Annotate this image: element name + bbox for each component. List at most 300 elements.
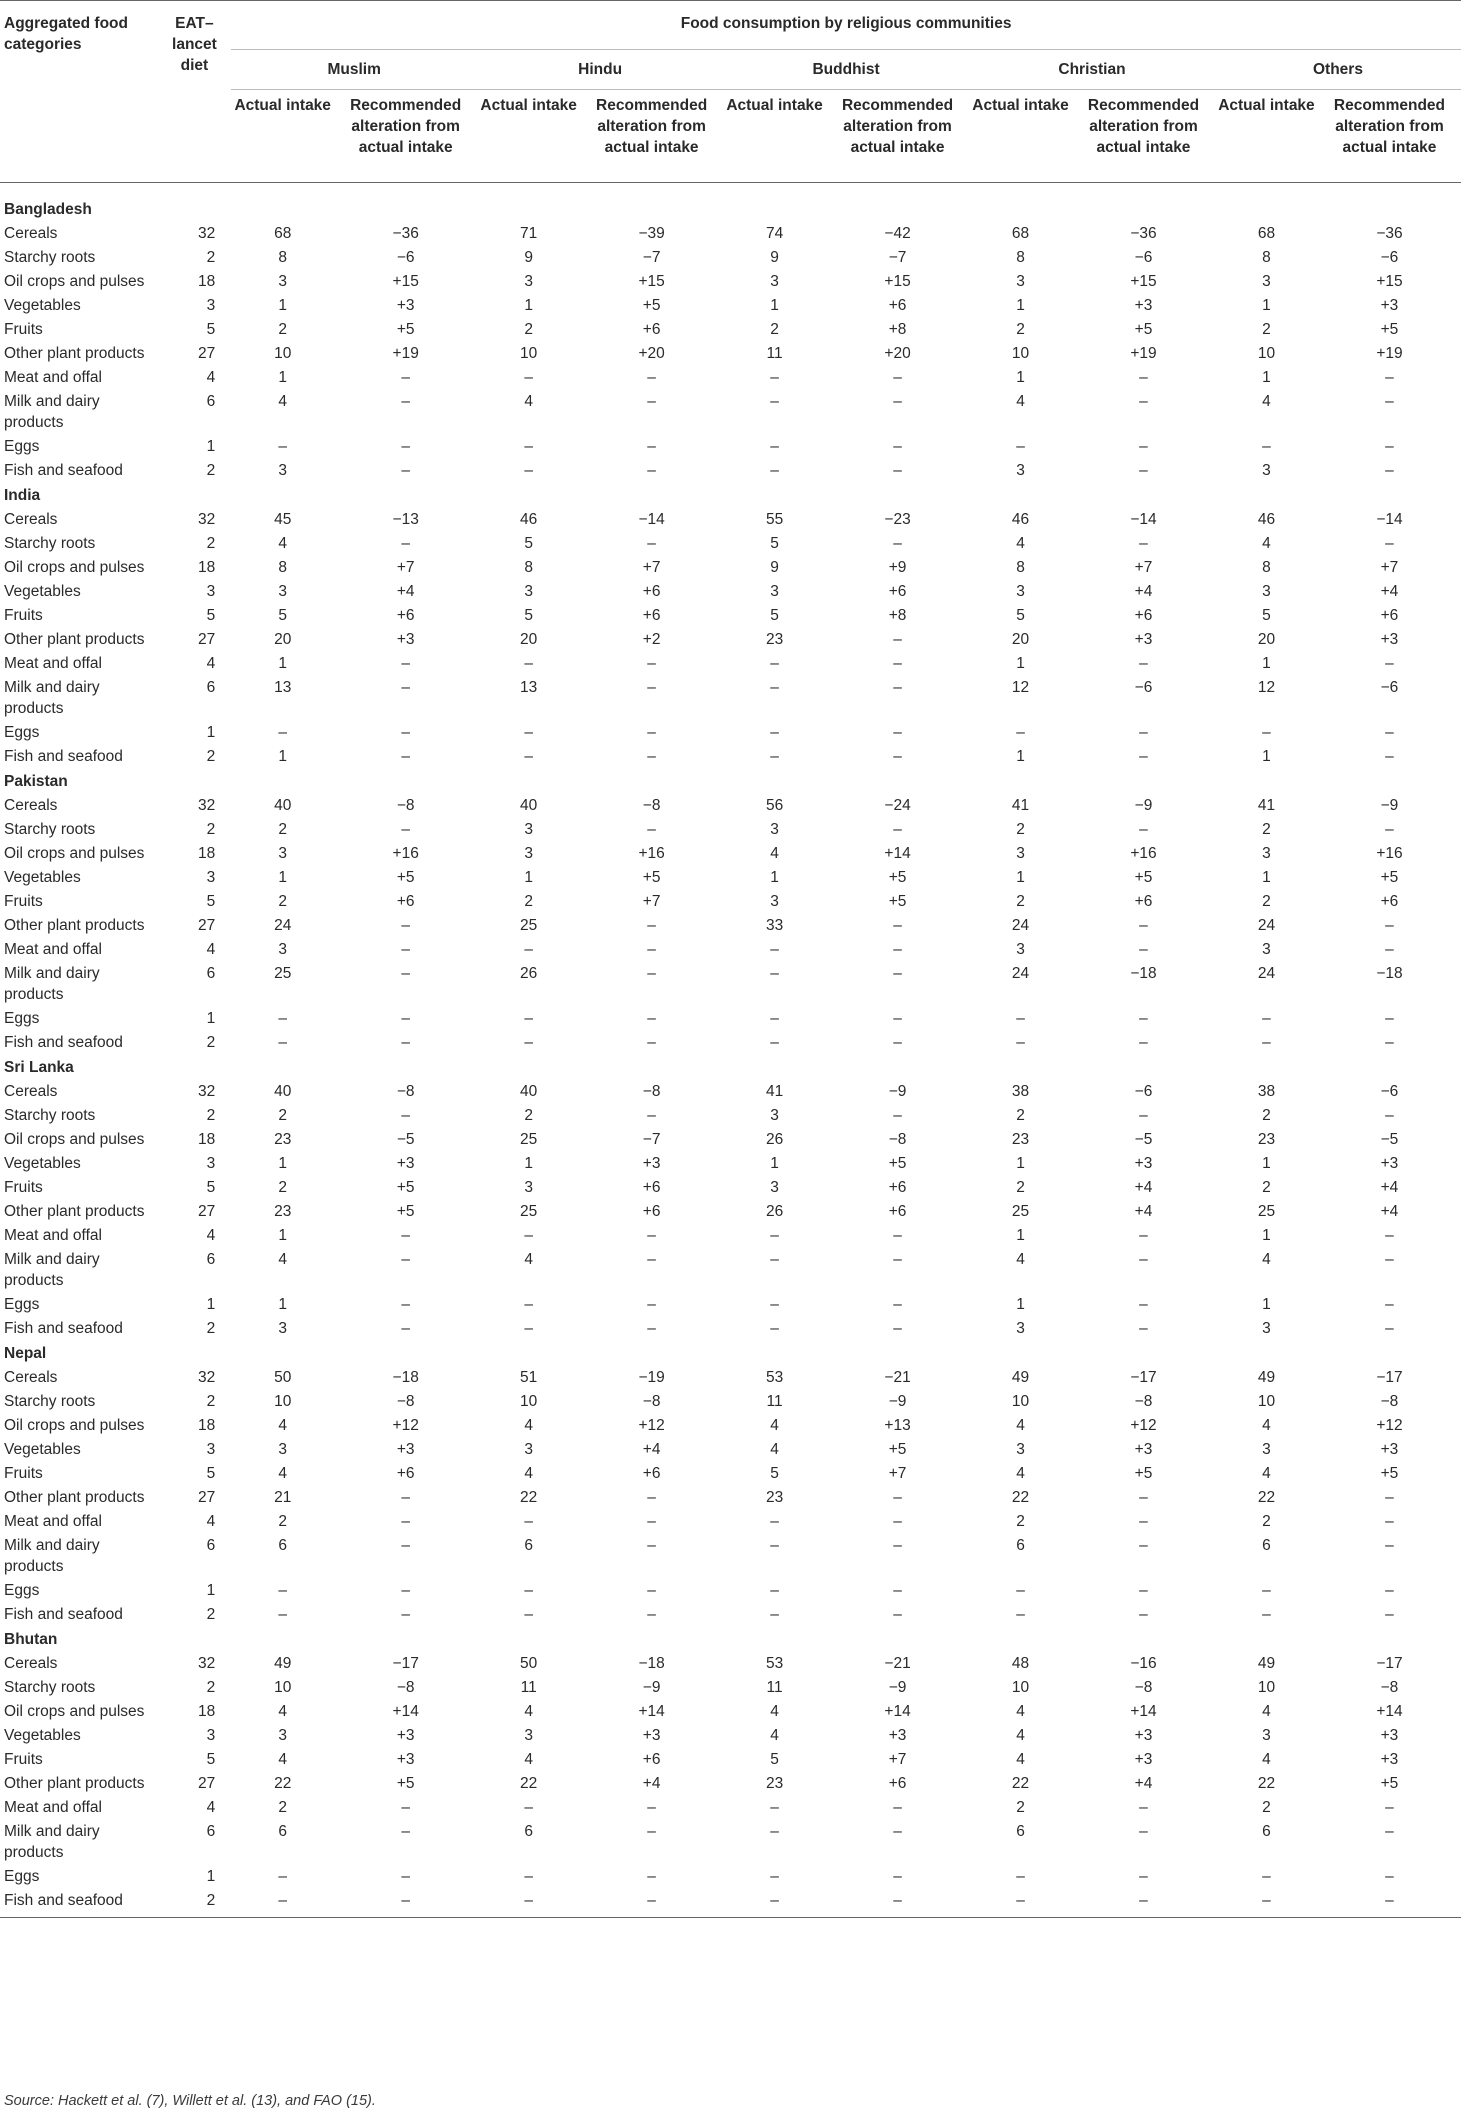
recommended-alteration-value: – [1139,1320,1148,1337]
eat-lancet-value: 4 [206,941,216,958]
eat-lancet-value: 1 [206,724,216,741]
recommended-alteration-value: – [401,369,410,386]
actual-intake-value: 4 [1016,1727,1025,1744]
recommended-alteration-value: – [1139,1513,1148,1530]
recommended-alteration-value: +3 [1134,631,1153,648]
actual-intake-value: 10 [520,1393,538,1410]
food-category: Vegetables [4,869,81,886]
recommended-alteration-value: +12 [1130,1417,1157,1434]
table-header [0,1,1461,183]
food-category: Starchy roots [4,1393,96,1410]
recommended-alteration-value: +3 [1380,1727,1399,1744]
recommended-alteration-value: – [1139,1582,1148,1599]
actual-intake-value: 2 [278,1179,288,1196]
eat-lancet-value: 2 [206,748,216,765]
actual-intake-value: 1 [1016,369,1025,386]
eat-lancet-value: 2 [206,1107,216,1124]
actual-intake-value: 10 [1257,1679,1276,1696]
recommended-alteration-value: – [1139,724,1148,741]
food-category: Meat and offal [4,1513,102,1530]
actual-intake-value: 45 [274,511,292,528]
eat-lancet-value: 2 [206,535,216,552]
actual-intake-value: – [1262,1582,1271,1599]
recommended-alteration-value: +5 [396,1203,415,1220]
actual-intake-value: 2 [1262,1513,1271,1530]
actual-intake-value: 41 [765,1083,784,1100]
eat-lancet-value: 5 [206,1751,216,1768]
actual-intake-value: 4 [1016,393,1025,410]
recommended-alteration-value: −42 [884,225,911,242]
recommended-alteration-value: +6 [396,607,415,624]
recommended-alteration-value: – [1385,1892,1394,1909]
actual-intake-value: 3 [524,583,533,600]
actual-intake-value: 25 [520,1131,538,1148]
recommended-alteration-value: −6 [1134,1083,1153,1100]
table-row [0,1102,1461,1126]
actual-intake-value: 4 [1262,1751,1271,1768]
recommended-alteration-value: – [401,679,410,696]
recommended-alteration-value: – [1139,1034,1148,1051]
actual-intake-value: – [524,369,533,386]
food-category: Cereals [4,1655,58,1672]
recommended-alteration-value: – [401,941,410,958]
table-row [0,1388,1461,1412]
actual-intake-value: 3 [524,845,533,862]
eat-lancet-value: 1 [206,438,216,455]
actual-intake-value: 3 [524,821,533,838]
actual-intake-value: 3 [1262,583,1271,600]
food-category: Eggs [4,1582,40,1599]
actual-intake-value: 6 [1016,1537,1025,1554]
actual-intake-value: – [1016,1606,1025,1623]
actual-intake-value: 2 [1016,1107,1025,1124]
actual-intake-value: – [770,393,779,410]
header-eat-lancet: EAT–lancet diet [172,15,217,74]
eat-lancet-value: 3 [206,297,216,314]
actual-intake-value: 26 [765,1131,784,1148]
recommended-alteration-value: – [401,655,410,672]
recommended-alteration-value: −7 [642,249,661,266]
recommended-alteration-value: +6 [1134,607,1153,624]
recommended-alteration-value: – [893,1010,902,1027]
recommended-alteration-value: −18 [392,1369,419,1386]
actual-intake-value: 3 [524,1179,533,1196]
actual-intake-value: 5 [524,607,533,624]
actual-intake-value: 6 [1262,1823,1271,1840]
eat-lancet-value: 32 [197,511,216,528]
actual-intake-value: 2 [770,321,779,338]
actual-intake-value: 13 [274,679,292,696]
recommended-alteration-value: +5 [1380,1465,1399,1482]
recommended-alteration-value: – [893,1513,902,1530]
table-row [0,960,1461,1005]
recommended-alteration-value: – [893,1296,902,1313]
food-category: Starchy roots [4,535,96,552]
actual-intake-value: 3 [278,1727,288,1744]
food-category: Other plant products [4,917,145,934]
header-category: Aggregated food categories [4,15,128,53]
recommended-alteration-value: −17 [1130,1369,1157,1386]
recommended-alteration-value: – [893,1034,902,1051]
food-category: Fish and seafood [4,1606,123,1623]
recommended-alteration-value: +9 [888,559,907,576]
country-row [0,481,1461,506]
recommended-alteration-value: – [401,724,410,741]
table-body [0,183,1461,1912]
eat-lancet-value: 3 [206,869,216,886]
recommended-alteration-value: – [893,748,902,765]
actual-intake-value: 3 [1016,462,1025,479]
eat-lancet-value: 32 [197,1083,216,1100]
recommended-alteration-value: – [893,369,902,386]
actual-intake-value: – [524,1892,533,1909]
actual-intake-value: 4 [770,1727,779,1744]
actual-intake-value: 51 [520,1369,538,1386]
actual-intake-value: 1 [1262,748,1271,765]
actual-intake-value: 26 [520,965,538,982]
actual-intake-value: 1 [278,655,288,672]
actual-intake-value: 3 [278,462,288,479]
table-row [0,1674,1461,1698]
actual-intake-value: – [524,1868,533,1885]
table-row [0,840,1461,864]
food-category: Vegetables [4,1727,81,1744]
eat-lancet-value: 4 [206,1513,216,1530]
actual-intake-value: 10 [520,345,538,362]
actual-intake-value: 4 [278,393,288,410]
eat-lancet-value: 4 [206,655,216,672]
actual-intake-value: 3 [1262,941,1271,958]
food-category: Starchy roots [4,1107,96,1124]
recommended-alteration-value: +5 [396,1179,415,1196]
food-category: Meat and offal [4,655,102,672]
recommended-alteration-value: +7 [888,1465,907,1482]
recommended-alteration-value: +6 [642,1203,661,1220]
recommended-alteration-value: +3 [1380,631,1399,648]
eat-lancet-value: 6 [206,393,216,410]
recommended-alteration-value: – [893,1107,902,1124]
actual-intake-value: 25 [520,1203,538,1220]
table-row [0,1794,1461,1818]
actual-intake-value: 23 [274,1203,292,1220]
actual-intake-value: 2 [1262,1179,1271,1196]
food-category: Fruits [4,1751,43,1768]
eat-lancet-value: 27 [197,917,216,934]
recommended-alteration-value: – [647,1320,656,1337]
recommended-alteration-value: – [647,1892,656,1909]
eat-lancet-value: 27 [197,1489,216,1506]
actual-intake-value: 23 [765,1775,784,1792]
actual-intake-value: 3 [1262,845,1271,862]
actual-intake-value: – [770,965,779,982]
actual-intake-value: – [524,1606,533,1623]
actual-intake-value: 1 [524,869,533,886]
recommended-alteration-value: −8 [642,797,661,814]
recommended-alteration-value: – [401,748,410,765]
food-category: Fish and seafood [4,748,123,765]
recommended-alteration-value: – [647,393,656,410]
actual-intake-value: 1 [524,297,533,314]
recommended-alteration-value: +5 [396,321,415,338]
actual-intake-value: 3 [770,1107,779,1124]
actual-intake-value: 2 [524,1107,533,1124]
actual-intake-value: 5 [770,535,779,552]
actual-intake-value: 40 [520,797,538,814]
recommended-alteration-value: – [1385,941,1394,958]
subheader-actual-intake: Actual intake [723,90,826,183]
actual-intake-value: – [770,1513,779,1530]
recommended-alteration-value: −5 [1134,1131,1153,1148]
recommended-alteration-value: – [893,965,902,982]
table-row [0,340,1461,364]
recommended-alteration-value: – [1385,462,1394,479]
recommended-alteration-value: – [1385,438,1394,455]
recommended-alteration-value: −8 [642,1393,661,1410]
food-category: Vegetables [4,1155,81,1172]
country-name: Pakistan [4,773,68,790]
actual-intake-value: 1 [278,748,288,765]
food-category: Cereals [4,511,58,528]
actual-intake-value: 4 [770,845,779,862]
actual-intake-value: – [1262,1868,1271,1885]
recommended-alteration-value: +3 [888,1727,907,1744]
table-row [0,457,1461,481]
recommended-alteration-value: +5 [1380,869,1399,886]
actual-intake-value: 56 [765,797,784,814]
recommended-alteration-value: – [1385,821,1394,838]
recommended-alteration-value: – [647,748,656,765]
food-category: Eggs [4,438,40,455]
actual-intake-value: 3 [1016,273,1025,290]
recommended-alteration-value: +5 [642,297,661,314]
recommended-alteration-value: +5 [396,869,415,886]
recommended-alteration-value: +14 [1130,1703,1157,1720]
eat-lancet-value: 5 [206,1465,216,1482]
actual-intake-value: – [1016,1582,1025,1599]
table-row [0,1746,1461,1770]
eat-lancet-value: 18 [197,845,216,862]
recommended-alteration-value: – [1385,655,1394,672]
recommended-alteration-value: +6 [888,1203,907,1220]
actual-intake-value: 2 [1262,1799,1271,1816]
recommended-alteration-value: – [1385,1296,1394,1313]
recommended-alteration-value: – [1385,1513,1394,1530]
actual-intake-value: 3 [278,1441,288,1458]
recommended-alteration-value: −6 [1380,679,1399,696]
religion-header: Others [1215,50,1461,90]
actual-intake-value: 3 [1262,462,1271,479]
recommended-alteration-value: +19 [392,345,419,362]
actual-intake-value: 4 [278,1703,288,1720]
actual-intake-value: – [278,1010,288,1027]
table-row [0,1532,1461,1577]
recommended-alteration-value: – [1139,1892,1148,1909]
actual-intake-value: 8 [1262,559,1271,576]
recommended-alteration-value: +6 [888,1775,907,1792]
subheader-recommended-alteration: Recommended alteration from actual intake [1072,90,1215,183]
actual-intake-value: – [770,1320,779,1337]
table-row [0,743,1461,767]
recommended-alteration-value: +13 [884,1417,911,1434]
table-row [0,1078,1461,1102]
recommended-alteration-value: −8 [396,1393,415,1410]
recommended-alteration-value: +7 [642,559,661,576]
recommended-alteration-value: – [893,1537,902,1554]
recommended-alteration-value: – [1139,1868,1148,1885]
table-row [0,364,1461,388]
actual-intake-value: 38 [1011,1083,1030,1100]
actual-intake-value: – [770,1868,779,1885]
actual-intake-value: 1 [1262,297,1271,314]
table-row [0,268,1461,292]
recommended-alteration-value: +16 [638,845,665,862]
recommended-alteration-value: – [893,1892,902,1909]
actual-intake-value: 1 [1262,369,1271,386]
subheader-actual-intake: Actual intake [231,90,334,183]
recommended-alteration-value: +3 [396,297,415,314]
recommended-alteration-value: −6 [1380,1083,1399,1100]
actual-intake-value: 8 [1262,249,1271,266]
recommended-alteration-value: +5 [1134,1465,1153,1482]
actual-intake-value: – [1016,1010,1025,1027]
actual-intake-value: – [278,438,288,455]
food-category: Fish and seafood [4,462,123,479]
actual-intake-value: 20 [1257,631,1276,648]
eat-lancet-value: 4 [206,1227,216,1244]
actual-intake-value: 22 [520,1775,538,1792]
recommended-alteration-value: −9 [888,1393,907,1410]
recommended-alteration-value: – [1385,1010,1394,1027]
actual-intake-value: 4 [1262,1251,1271,1268]
actual-intake-value: 22 [1257,1489,1276,1506]
eat-lancet-value: 6 [206,1537,216,1554]
actual-intake-value: 3 [278,941,288,958]
recommended-alteration-value: −19 [638,1369,665,1386]
actual-intake-value: 3 [770,821,779,838]
eat-lancet-value: 27 [197,631,216,648]
recommended-alteration-value: +14 [884,1703,911,1720]
recommended-alteration-value: – [647,1107,656,1124]
actual-intake-value: 1 [1016,1296,1025,1313]
recommended-alteration-value: – [893,1799,902,1816]
recommended-alteration-value: −8 [396,797,415,814]
actual-intake-value: 4 [1016,1251,1025,1268]
recommended-alteration-value: +3 [1380,1751,1399,1768]
recommended-alteration-value: +5 [1134,869,1153,886]
recommended-alteration-value: −7 [642,1131,661,1148]
actual-intake-value: – [770,679,779,696]
recommended-alteration-value: – [1139,917,1148,934]
recommended-alteration-value: – [647,1489,656,1506]
actual-intake-value: 1 [278,1227,288,1244]
actual-intake-value: – [524,1582,533,1599]
food-category: Eggs [4,1296,40,1313]
food-category: Oil crops and pulses [4,1703,145,1720]
table-row [0,719,1461,743]
recommended-alteration-value: – [647,965,656,982]
recommended-alteration-value: +4 [1134,1775,1153,1792]
recommended-alteration-value: −8 [888,1131,907,1148]
recommended-alteration-value: – [401,1010,410,1027]
eat-lancet-value: 6 [206,965,216,982]
recommended-alteration-value: – [401,1034,410,1051]
actual-intake-value: 5 [1262,607,1271,624]
recommended-alteration-value: – [893,724,902,741]
actual-intake-value: 8 [1016,249,1025,266]
actual-intake-value: – [770,1823,779,1840]
table-row [0,1601,1461,1625]
actual-intake-value: 22 [274,1775,292,1792]
actual-intake-value: 6 [524,1537,533,1554]
recommended-alteration-value: – [893,655,902,672]
actual-intake-value: 33 [765,917,784,934]
food-category: Meat and offal [4,1227,102,1244]
actual-intake-value: 11 [766,1679,783,1696]
eat-lancet-value: 1 [206,1296,216,1313]
recommended-alteration-value: – [401,1320,410,1337]
recommended-alteration-value: – [1139,1799,1148,1816]
recommended-alteration-value: −18 [1376,965,1403,982]
actual-intake-value: 23 [1257,1131,1276,1148]
recommended-alteration-value: +3 [642,1155,661,1172]
eat-lancet-value: 3 [206,1441,216,1458]
actual-intake-value: – [524,655,533,672]
recommended-alteration-value: +5 [1380,1775,1399,1792]
recommended-alteration-value: – [1139,748,1148,765]
actual-intake-value: – [770,369,779,386]
recommended-alteration-value: −6 [396,249,415,266]
recommended-alteration-value: – [401,1513,410,1530]
recommended-alteration-value: +3 [396,631,415,648]
actual-intake-value: 4 [1016,1751,1025,1768]
actual-intake-value: 2 [1262,1107,1271,1124]
recommended-alteration-value: +14 [638,1703,665,1720]
recommended-alteration-value: – [893,393,902,410]
food-category: Fruits [4,607,43,624]
food-category: Vegetables [4,583,81,600]
eat-lancet-value: 27 [197,1775,216,1792]
table-row [0,1198,1461,1222]
recommended-alteration-value: +14 [884,845,911,862]
actual-intake-value: – [278,1582,288,1599]
recommended-alteration-value: +12 [392,1417,419,1434]
recommended-alteration-value: – [647,462,656,479]
food-category: Meat and offal [4,1799,102,1816]
actual-intake-value: 11 [766,1393,783,1410]
actual-intake-value: – [278,1606,288,1623]
recommended-alteration-value: – [401,1227,410,1244]
recommended-alteration-value: +3 [1380,1441,1399,1458]
food-category: Milk and dairy products [4,1823,100,1861]
recommended-alteration-value: – [647,1582,656,1599]
actual-intake-value: 5 [770,1465,779,1482]
recommended-alteration-value: −6 [1380,249,1399,266]
table-row [0,1364,1461,1388]
recommended-alteration-value: – [1385,535,1394,552]
recommended-alteration-value: – [1385,1251,1394,1268]
actual-intake-value: 1 [278,1155,288,1172]
recommended-alteration-value: +6 [642,1751,661,1768]
recommended-alteration-value: +3 [1134,297,1153,314]
recommended-alteration-value: +3 [642,1727,661,1744]
actual-intake-value: 50 [274,1369,292,1386]
actual-intake-value: 3 [770,1179,779,1196]
actual-intake-value: 53 [765,1369,784,1386]
recommended-alteration-value: – [1139,1227,1148,1244]
actual-intake-value: 23 [274,1131,292,1148]
table-row [0,792,1461,816]
actual-intake-value: 3 [524,1727,533,1744]
